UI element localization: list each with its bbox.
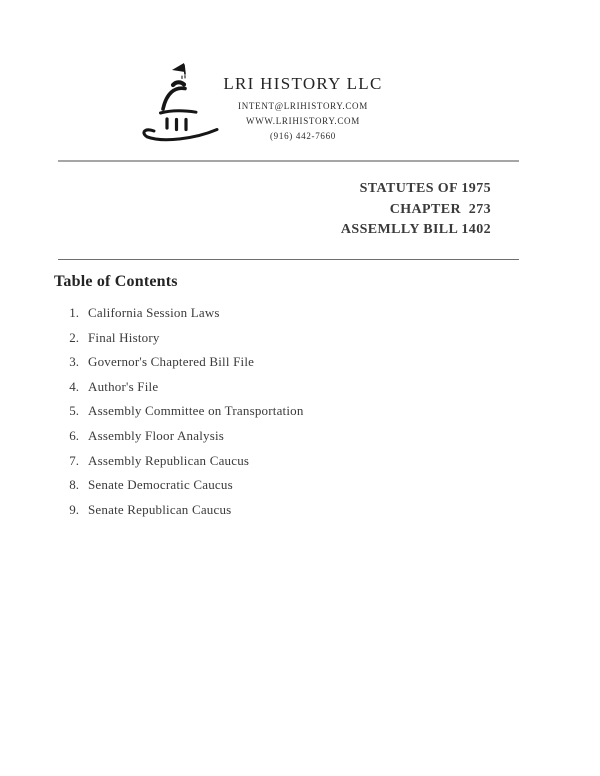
- toc-item-label: California Session Laws: [88, 305, 220, 320]
- company-phone: (916) 442-7660: [269, 131, 337, 141]
- divider-top: [58, 160, 519, 162]
- toc-item-label: Assembly Republican Caucus: [88, 452, 250, 468]
- toc-item-number: 2.: [69, 329, 79, 345]
- toc-item-number: 7.: [69, 452, 79, 468]
- toc-item-label: Final History: [88, 329, 160, 345]
- toc-item-number: 5.: [69, 403, 79, 419]
- letterhead: [201, 74, 405, 144]
- toc-item-number: 1.: [69, 305, 79, 320]
- toc-item-number: 8.: [69, 477, 79, 493]
- toc-title: Table of Contents: [54, 273, 178, 290]
- toc-item: [62, 355, 304, 380]
- toc-item: [62, 454, 304, 479]
- toc-item-label: Author's File: [88, 378, 159, 394]
- toc-item: [62, 331, 304, 356]
- toc-item: [62, 380, 304, 405]
- toc-item: [62, 429, 304, 454]
- toc-item-number: 3.: [69, 354, 79, 370]
- toc-item: [62, 306, 304, 331]
- toc-item-label: Assembly Floor Analysis: [88, 427, 225, 443]
- toc-item-number: 6.: [69, 427, 79, 443]
- company-name: LRI HISTORY LLC: [223, 74, 383, 93]
- statutes-line: STATUTES OF 1975: [359, 181, 491, 196]
- toc-item: [62, 478, 304, 503]
- toc-item-label: Senate Democratic Caucus: [88, 477, 233, 493]
- divider-bottom: [58, 259, 519, 260]
- assembly-bill-line: ASSEMLLY BILL 1402: [340, 222, 491, 237]
- toc-item-number: 9.: [69, 501, 79, 517]
- toc-item: [62, 503, 304, 528]
- chapter-line: CHAPTER 273: [389, 201, 491, 217]
- toc-item-number: 4.: [69, 378, 79, 394]
- statute-reference-block: [341, 179, 491, 241]
- company-email: INTENT@LRIHISTORY.COM: [238, 101, 368, 111]
- toc-item-label: Governor's Chaptered Bill File: [88, 354, 255, 370]
- toc-list: [62, 306, 304, 527]
- company-website: WWW.LRIHISTORY.COM: [246, 116, 360, 126]
- toc-item-label: Assembly Committee on Transportation: [88, 403, 304, 419]
- toc-item: [62, 404, 304, 429]
- toc-item-label: Senate Republican Caucus: [88, 501, 232, 517]
